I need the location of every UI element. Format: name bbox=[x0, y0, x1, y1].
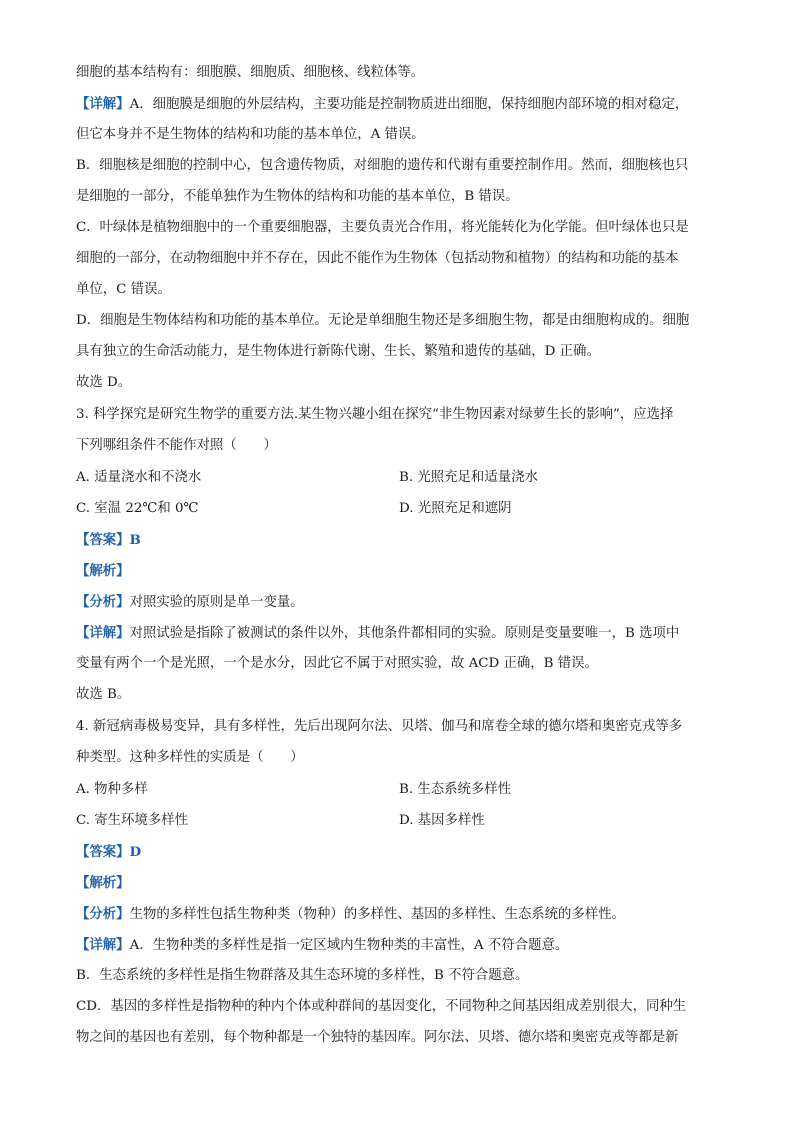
question-4-stem: 4. 新冠病毒极易变异，具有多样性，先后出现阿尔法、贝塔、伽马和席卷全球的德尔塔和奥密克戎等多 bbox=[76, 719, 683, 734]
q4-option-a: A. 物种多样 bbox=[76, 782, 148, 797]
text-line: D．细胞是生物体结构和功能的基本单位。无论是单细胞生物还是多细胞生物，都是由细胞构成的。细胞 bbox=[76, 313, 690, 328]
text-line: 物之间的基因也有差别，每个物种都是一个独特的基因库。阿尔法、贝塔、德尔塔和奥密克戎等都是新 bbox=[76, 1030, 679, 1045]
question-4-stem: 种类型。这种多样性的实质是（ ） bbox=[76, 750, 304, 765]
q3-analysis-heading: 【解析】 bbox=[76, 563, 130, 579]
q4-option-b: B. 生态系统多样性 bbox=[399, 782, 512, 797]
text-line: 单位，C 错误。 bbox=[76, 282, 171, 297]
text-line: 具有独立的生命活动能力，是生物体进行新陈代谢、生长、繁殖和遗传的基础，D 正确。 bbox=[76, 344, 600, 359]
q3-conclusion: 故选 B。 bbox=[76, 687, 131, 702]
question-3-stem: 下列哪组条件不能作对照（ ） bbox=[76, 438, 277, 453]
q3-option-b: B. 光照充足和适量浇水 bbox=[399, 470, 538, 485]
q4-detail: 【详解】A．生物种类的多样性是指一定区域内生物种类的丰富性，A 不符合题意。 bbox=[76, 937, 569, 953]
q3-option-a: A. 适量浇水和不浇水 bbox=[76, 470, 202, 485]
q4-analysis-heading: 【解析】 bbox=[76, 875, 130, 891]
q4-answer: 【答案】D bbox=[76, 844, 142, 860]
text-line: B．生态系统的多样性是指生物群落及其生态环境的多样性，B 不符合题意。 bbox=[76, 968, 529, 983]
text-line: 是细胞的一部分，不能单独作为生物体的结构和功能的基本单位，B 错误。 bbox=[76, 189, 519, 204]
q3-detail: 【详解】对照试验是指除了被测试的条件以外，其他条件都相同的实验。原则是变量要唯一，B 选项中 bbox=[76, 625, 680, 641]
text-line: C．叶绿体是植物细胞中的一个重要细胞器，主要负责光合作用，将光能转化为化学能。但叶绿体也只是 bbox=[76, 220, 689, 235]
text-line: 细胞的基本结构有：细胞膜、细胞质、细胞核、线粒体等。 bbox=[76, 65, 425, 80]
q4-analysis: 【分析】生物的多样性包括生物种类（物种）的多样性、基因的多样性、生态系统的多样性。 bbox=[76, 906, 626, 922]
q4-option-d: D. 基因多样性 bbox=[399, 813, 485, 828]
text-line: B．细胞核是细胞的控制中心，包含遗传物质，对细胞的遗传和代谢有重要控制作用。然而，细胞核也只 bbox=[76, 158, 689, 173]
q3-analysis: 【分析】对照实验的原则是单一变量。 bbox=[76, 594, 304, 610]
question-3-stem: 3. 科学探究是研究生物学的重要方法.某生物兴趣小组在探究“非生物因素对绿萝生长的影响”，应选择 bbox=[76, 407, 674, 422]
q3-option-d: D. 光照充足和遮阴 bbox=[399, 501, 512, 516]
detail-tag: 【详解】 bbox=[76, 96, 130, 112]
text-line: 变量有两个一个是光照，一个是水分，因此它不属于对照实验，故 ACD 正确，B 错误。 bbox=[76, 656, 598, 671]
detail-line: 【详解】A．细胞膜是细胞的外层结构，主要功能是控制物质进出细胞，保持细胞内部环境的相对稳定， bbox=[76, 96, 689, 112]
q4-option-c: C. 寄生环境多样性 bbox=[76, 813, 189, 828]
q3-option-c: C. 室温 22℃和 0℃ bbox=[76, 501, 199, 516]
q3-answer: 【答案】B bbox=[76, 532, 141, 548]
text-line: 细胞的一部分，在动物细胞中并不存在，因此不能作为生物体（包括动物和植物）的结构和功能的基本 bbox=[76, 251, 679, 266]
text-line: CD．基因的多样性是指物种的种内个体或种群间的基因变化，不同物种之间基因组成差别很大，同种生 bbox=[76, 999, 687, 1014]
text-line: 但它本身并不是生物体的结构和功能的基本单位，A 错误。 bbox=[76, 127, 425, 142]
text-line: 故选 D。 bbox=[76, 375, 132, 390]
